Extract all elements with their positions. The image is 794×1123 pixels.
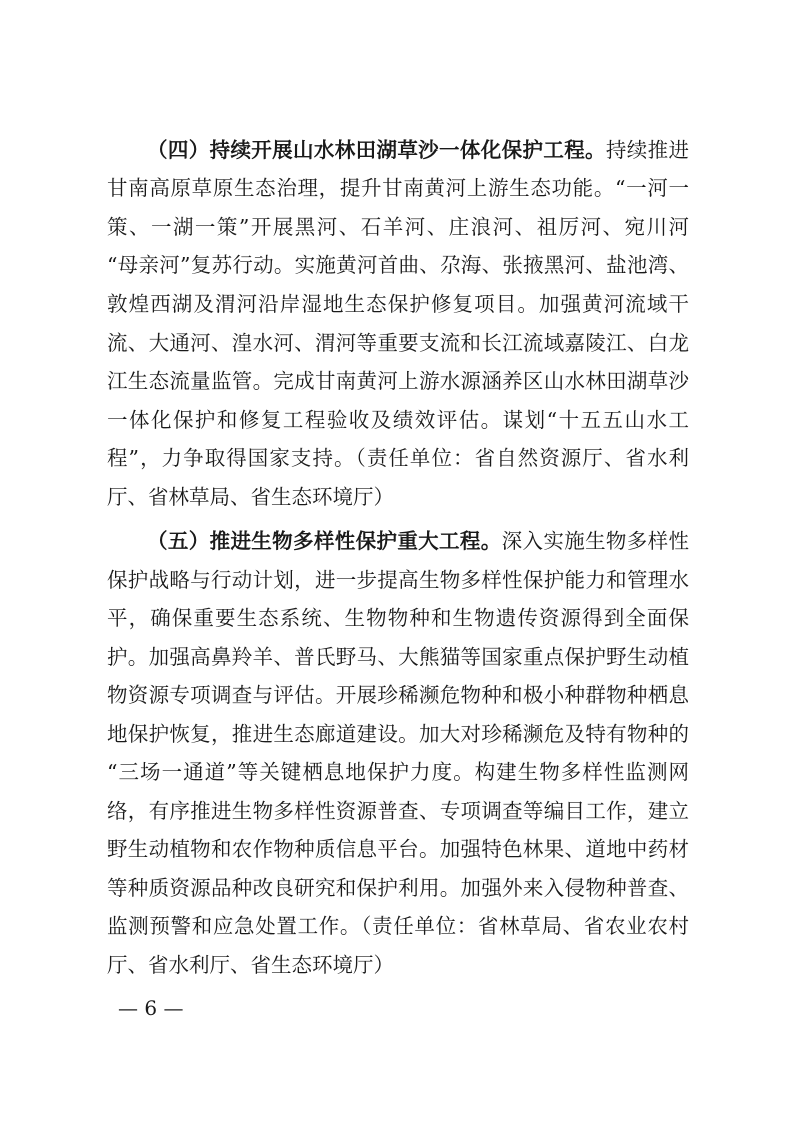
section5-heading: （五）推进生物多样性保护重大工程。 xyxy=(147,529,502,553)
section4-heading: （四）持续开展山水林田湖草沙一体化保护工程。 xyxy=(147,138,606,162)
section4-line: 程”，力争取得国家支持。（责任单位：省自然资源厅、省水利 xyxy=(107,446,689,470)
section5-line: 保护战略与行动计划，进一步提高生物多样性保护能力和管理水 xyxy=(107,568,689,592)
section5-line: 物资源专项调查与评估。开展珍稀濒危物种和极小种群物种栖息 xyxy=(107,683,689,707)
section5-line: “三场一通道”等关键栖息地保护力度。构建生物多样性监测网 xyxy=(107,760,689,784)
section4-line: 流、大通河、湟水河、渭河等重要支流和长江流域嘉陵江、白龙 xyxy=(107,331,689,355)
section5-first-line xyxy=(147,521,689,561)
section5-line-text: 深入实施生物多样性 xyxy=(501,529,689,553)
section4-line-text: 持续推进 xyxy=(605,138,689,162)
section5-line: 平，确保重要生态系统、生物物种和生物遗传资源得到全面保 xyxy=(107,606,689,630)
section4-line: “母亲河”复苏行动。实施黄河首曲、尕海、张掖黑河、盐池湾、 xyxy=(107,253,689,277)
page-number: — 6 — xyxy=(118,996,184,1020)
section4-line: 敦煌西湖及渭河沿岸湿地生态保护修复项目。加强黄河流域干 xyxy=(107,292,689,316)
section5-line: 监测预警和应急处置工作。（责任单位：省林草局、省农业农村 xyxy=(107,914,689,938)
section4-first-line xyxy=(147,130,689,170)
section5-line: 等种质资源品种改良研究和保护利用。加强外来入侵物种普查、 xyxy=(107,876,689,900)
section5-line: 络，有序推进生物多样性资源普查、专项调查等编目工作，建立 xyxy=(107,799,689,823)
section4-line: 厅、省林草局、省生态环境厅） xyxy=(107,485,394,509)
section4-line: 策、一湖一策”开展黑河、石羊河、庄浪河、祖厉河、宛川河 xyxy=(107,215,689,239)
section5-line: 野生动植物和农作物种质信息平台。加强特色林果、道地中药材 xyxy=(107,837,689,861)
section4-line: 一体化保护和修复工程验收及绩效评估。谋划“十五五山水工 xyxy=(107,408,689,432)
section4-line: 江生态流量监管。完成甘南黄河上游水源涵养区山水林田湖草沙 xyxy=(107,369,689,393)
section5-line: 厅、省水利厅、省生态环境厅） xyxy=(107,953,394,977)
section4-line: 甘南高原草原生态治理，提升甘南黄河上游生态功能。“一河一 xyxy=(107,176,689,200)
section5-line: 地保护恢复，推进生态廊道建设。加大对珍稀濒危及特有物种的 xyxy=(107,722,689,746)
section5-line: 护。加强高鼻羚羊、普氏野马、大熊猫等国家重点保护野生动植 xyxy=(107,645,689,669)
